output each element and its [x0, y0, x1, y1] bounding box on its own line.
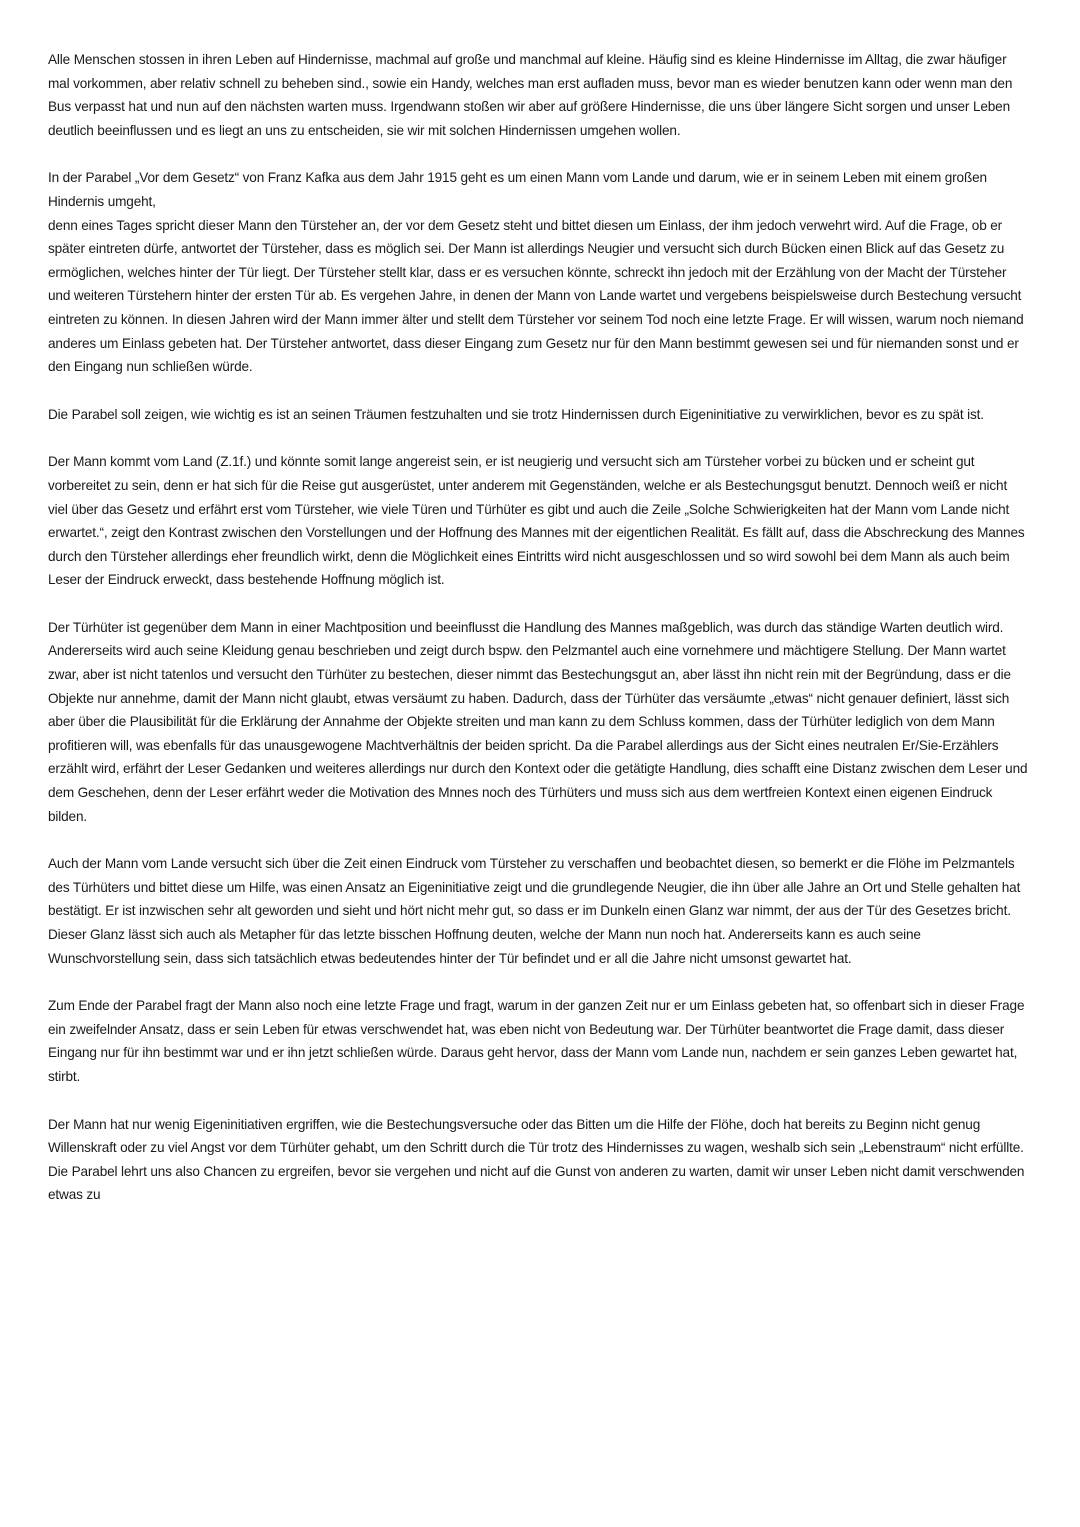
paragraph-conclusion: Der Mann hat nur wenig Eigeninitiativen ergriffen, wie die Bestechungsversuche oder das Bitten um die Hilfe der Flöhe, doch hat bereits zu Beginn nicht genug Willenskraft oder zu viel Angst vor dem Türhüter gehabt, um den Schritt durch die Tür trotz des Hindernisses zu wagen, weshalb sich sein „Lebenstraum“ nicht erfüllte. Die Parabel lehrt uns also Chancen zu ergreifen, bevor sie vergehen und nicht auf die Gunst von anderen zu warten, damit wir unser Leben nicht damit verschwenden etwas zu [48, 1116, 1025, 1203]
document-page [48, 48, 1028, 1231]
paragraph-introduction: Alle Menschen stossen in ihren Leben auf Hindernisse, machmal auf große und manchmal auf kleine. Häufig sind es kleine Hindernisse im Alltag, die zwar häufiger mal vorkommen, aber relativ schnell zu beheben sind., sowie ein Handy, welches man erst aufladen muss, bevor man es wieder benutzen kann oder wenn man den Bus verpasst hat und nun auf den nächsten warten muss. Irgendwann stoßen wir aber auf größere Hindernisse, die uns über längere Sicht sorgen und unser Leben deutlich beeinflussen und es liegt an uns zu entscheiden, sie wir mit solchen Hindernissen umgehen wollen. [48, 52, 1013, 138]
paragraph-thesis: Die Parabel soll zeigen, wie wichtig es ist an seinen Träumen festzuhalten und sie trotz Hindernissen durch Eigeninitiative zu verwirklichen, bevor es zu spät ist. [48, 406, 984, 422]
paragraph-analysis-man: Der Mann kommt vom Land (Z.1f.) und könnte somit lange angereist sein, er ist neugierig und versucht sich am Türsteher vorbei zu bücken und er scheint gut vorbereitet zu sein, denn er hat sich für die Reise gut ausgerüstet, unter anderem mit Gegenständen, welche er als Bestechungsgut benutzt. Dennoch weiß er nicht viel über das Gesetz und erfährt erst vom Türsteher, wie viele Türen und Türhüter es gibt und auch die Zeile „Solche Schwierigkeiten hat der Mann vom Lande nicht erwartet.“, zeigt den Kontrast zwischen den Vorstellungen und der Hoffnung des Mannes mit der eigentlichen Realität. Es fällt auf, dass die Abschreckung des Mannes durch den Türsteher allerdings eher freundlich wirkt, denn die Möglichkeit eines Eintritts wird nicht ausgeschlossen und so wird sowohl bei dem Mann als auch beim Leser der Eindruck erweckt, dass bestehende Hoffnung möglich ist. [48, 454, 1025, 588]
paragraph-analysis-doorkeeper: Der Türhüter ist gegenüber dem Mann in einer Machtposition und beeinflusst die Handlung des Mannes maßgeblich, was durch das ständige Warten deutlich wird. Andererseits wird auch seine Kleidung genau beschrieben und zeigt durch bspw. den Pelzmantel auch eine vornehmere und mächtigere Stellung. Der Mann wartet zwar, aber ist nicht tatenlos und versucht den Türhüter zu bestechen, dieser nimmt das Bestechungsgut an, aber lässt ihn nicht rein mit der Begründung, dass er die Objekte nur annehme, damit der Mann nicht glaubt, etwas versäumt zu haben. Dadurch, dass der Türhüter das versäumte „etwas“ nicht genauer definiert, lässt sich aber über die Plausibilität für die Erklärung der Annahme der Objekte streiten und man kann zu dem Schluss kommen, dass der Türhüter lediglich von dem Mann profitieren will, was ebenfalls für das unausgewogene Machtverhältnis der beiden spricht. Da die Parabel allerdings aus der Sicht eines neutralen Er/Sie-Erzählers erzählt wird, erfährt der Leser Gedanken und weiteres allerdings nur durch den Kontext oder die getätigte Handlung, dies schafft eine Distanz zwischen dem Leser und dem Geschehen, denn der Leser erfährt weder die Motivation des Mnnes noch des Türhüters und muss sich aus dem wertfreien Kontext einen eigenen Eindruck bilden. [48, 619, 1028, 824]
paragraph-analysis-ending: Zum Ende der Parabel fragt der Mann also noch eine letzte Frage und fragt, warum in der ganzen Zeit nur er um Einlass gebeten hat, so offenbart sich in dieser Frage ein zweifelnder Ansatz, dass er sein Leben für etwas verschwendet hat, was eben nicht von Bedeutung war. Der Türhüter beantwortet die Frage damit, dass dieser Eingang nur für ihn bestimmt war und er ihn jetzt schließen würde. Daraus geht hervor, dass der Mann vom Lande nun, nachdem er sein ganzes Leben gewartet hat, stirbt. [48, 998, 1025, 1084]
paragraph-summary: In der Parabel „Vor dem Gesetz“ von Franz Kafka aus dem Jahr 1915 geht es um einen Mann vom Lande und darum, wie er in seinem Leben mit einem großen Hindernis umgeht, denn eines Tages spricht dieser Mann den Türsteher an, der vor dem Gesetz steht und bittet diesen um Einlass, der ihm jedoch verwehrt wird. Auf die Frage, ob er später eintreten dürfe, antwortet der Türsteher, dass es möglich sei. Der Mann ist allerdings Neugier und versucht sich durch Bücken einen Blick auf das Gesetz zu ermöglichen, welches hinter der Tür liegt. Der Türsteher stellt klar, dass er es versuchen könnte, schreckt ihn jedoch mit der Erzählung von der Macht der Türsteher und weiteren Türstehern hinter der ersten Tür ab. Es vergehen Jahre, in denen der Mann von Lande wartet und vergebens beispielsweise durch Bestechung versucht eintreten zu können. In diesen Jahren wird der Mann immer älter und stellt dem Türsteher vor seinem Tod noch eine letzte Frage. Er will wissen, warum noch niemand anderes um Einlass gebeten hat. Der Türsteher antwortet, dass dieser Eingang zum Gesetz nur für den Mann bestimmt gewesen sei und für niemanden sonst und er den Eingang nun schließen würde. [48, 170, 1024, 375]
paragraph-analysis-glow: Auch der Mann vom Lande versucht sich über die Zeit einen Eindruck vom Türsteher zu verschaffen und beobachtet diesen, so bemerkt er die Flöhe im Pelzmantels des Türhüters und bittet diese um Hilfe, was einen Ansatz an Eigeninitiative zeigt und die grundlegende Neugier, die ihn über alle Jahre an Ort und Stelle gehalten hat bestätigt. Er ist inzwischen sehr alt geworden und sieht und hört nicht mehr gut, so dass er im Dunkeln einen Glanz war nimmt, der aus der Tür des Gesetzes bricht. Dieser Glanz lässt sich auch als Metapher für das letzte bisschen Hoffnung deuten, welche der Mann nun noch hat. Andererseits kann es auch seine Wunschvorstellung sein, dass sich tatsächlich etwas bedeutendes hinter der Tür befindet und er all die Jahre nicht umsonst gewartet hat. [48, 856, 1021, 966]
